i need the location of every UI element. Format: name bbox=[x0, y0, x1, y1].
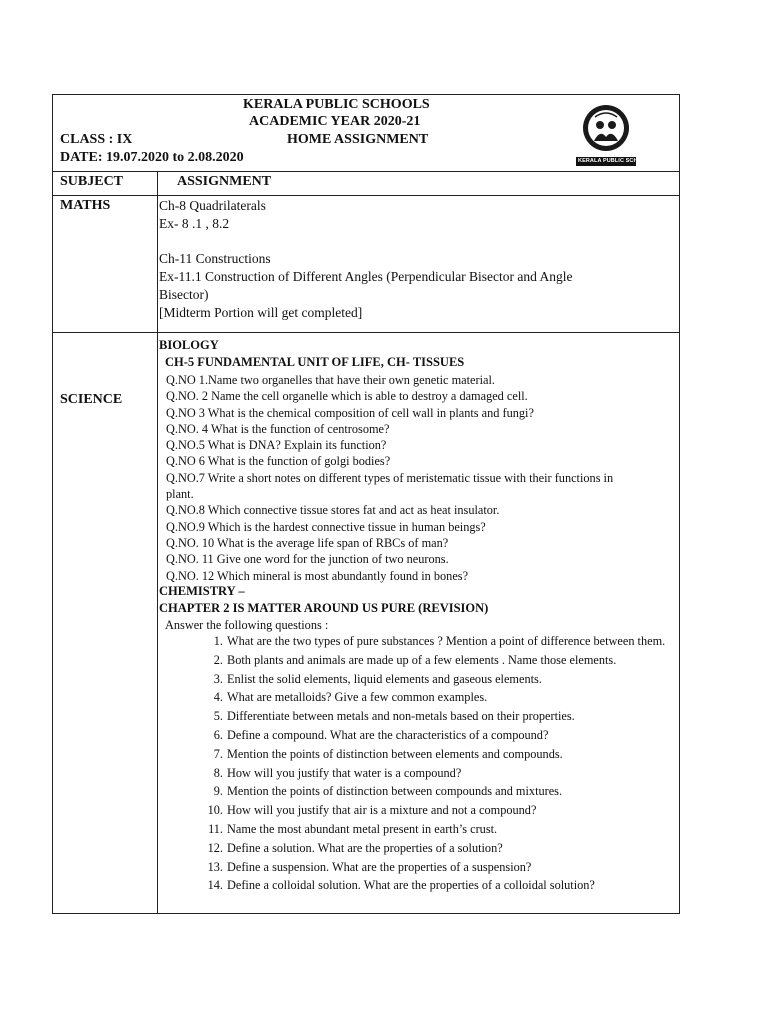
maths-line: [Midterm Portion will get completed] bbox=[159, 305, 363, 320]
maths-line: Ch-8 Quadrilaterals bbox=[159, 198, 266, 213]
chemistry-question bbox=[159, 632, 667, 651]
chemistry-question bbox=[159, 670, 667, 689]
assignment-column-header: ASSIGNMENT bbox=[177, 174, 272, 189]
science-subject: SCIENCE bbox=[60, 392, 123, 407]
biology-question: Q.NO.5 What is DNA? Explain its function? bbox=[166, 438, 387, 453]
question-text: Define a solution. What are the properties of a solution? bbox=[227, 840, 503, 855]
assignment-document bbox=[52, 94, 680, 914]
question-text: What are metalloids? Give a few common examples. bbox=[227, 690, 488, 705]
biology-question: Q.NO.8 Which connective tissue stores fat and act as heat insulator. bbox=[166, 503, 500, 518]
logo-text: KERALA PUBLIC SCHOOLS bbox=[578, 158, 654, 164]
biology-question: plant. bbox=[166, 487, 194, 502]
question-number: 6. bbox=[213, 727, 223, 742]
question-number: 1. bbox=[213, 634, 223, 648]
question-text: Mention the points of distinction between compounds and mixtures. bbox=[227, 784, 563, 799]
chemistry-question bbox=[159, 801, 667, 820]
question-text: Define a suspension. What are the properties of a suspension? bbox=[227, 859, 532, 874]
column-divider bbox=[157, 171, 158, 913]
chemistry-question bbox=[159, 707, 667, 726]
biology-heading: BIOLOGY bbox=[159, 338, 219, 352]
chemistry-question bbox=[159, 820, 667, 839]
chemistry-question-list bbox=[159, 632, 667, 895]
chemistry-instruction: Answer the following questions : bbox=[165, 618, 329, 632]
school-name: KERALA PUBLIC SCHOOLS bbox=[243, 97, 430, 112]
academic-year: ACADEMIC YEAR 2020-21 bbox=[249, 114, 421, 129]
maths-row-divider bbox=[53, 332, 679, 333]
school-logo bbox=[573, 103, 654, 169]
question-number: 13. bbox=[207, 859, 223, 874]
question-number: 9. bbox=[213, 784, 223, 799]
question-number: 11. bbox=[208, 821, 223, 836]
chemistry-question bbox=[159, 782, 667, 801]
date-range: DATE: 19.07.2020 to 2.08.2020 bbox=[60, 150, 244, 165]
biology-question: Q.NO. 11 Give one word for the junction of two neurons. bbox=[166, 552, 449, 567]
question-number: 8. bbox=[213, 765, 223, 780]
chemistry-question bbox=[159, 764, 667, 783]
biology-question-list bbox=[166, 372, 613, 584]
chemistry-question bbox=[159, 858, 667, 877]
biology-chapter: CH-5 FUNDAMENTAL UNIT OF LIFE, CH- TISSUES bbox=[165, 355, 465, 369]
question-text: Enlist the solid elements, liquid elements and gaseous elements. bbox=[227, 671, 542, 686]
biology-question: Q.NO 6 What is the function of golgi bodies? bbox=[166, 454, 391, 469]
biology-question: Q.NO 3 What is the chemical composition of cell wall in plants and fungi? bbox=[166, 405, 534, 420]
maths-line: Ch-11 Constructions bbox=[159, 251, 271, 266]
chemistry-question bbox=[159, 876, 667, 895]
chemistry-question bbox=[159, 688, 667, 707]
chemistry-question bbox=[159, 726, 667, 745]
question-number: 12. bbox=[207, 840, 223, 855]
question-text: Name the most abundant metal present in earth’s crust. bbox=[227, 821, 498, 836]
maths-line: Bisector) bbox=[159, 287, 209, 302]
biology-question: Q.NO 1.Name two organelles that have their own genetic material. bbox=[166, 373, 495, 387]
question-number: 5. bbox=[213, 709, 223, 724]
head-row-divider bbox=[53, 195, 679, 196]
chemistry-question bbox=[159, 839, 667, 858]
chemistry-question bbox=[159, 651, 667, 670]
question-number: 3. bbox=[213, 671, 223, 686]
question-text: What are the two types of pure substances ? Mention a point of difference between them. bbox=[227, 634, 666, 648]
class-label: CLASS : IX bbox=[60, 132, 133, 147]
chemistry-heading: CHEMISTRY – bbox=[159, 584, 245, 598]
maths-line: Ex- 8 .1 , 8.2 bbox=[159, 216, 230, 231]
chemistry-question bbox=[159, 745, 667, 764]
question-text: Mention the points of distinction between elements and compounds. bbox=[227, 746, 563, 761]
biology-question: Q.NO. 2 Name the cell organelle which is able to destroy a damaged cell. bbox=[166, 389, 528, 404]
biology-question: Q.NO. 10 What is the average life span of RBCs of man? bbox=[166, 535, 449, 550]
maths-line: Ex-11.1 Construction of Different Angles (Perpendicular Bisector and Angle bbox=[159, 269, 573, 284]
question-text: Define a colloidal solution. What are the properties of a colloidal solution? bbox=[227, 878, 595, 893]
question-text: Differentiate between metals and non-metals based on their properties. bbox=[227, 709, 575, 724]
question-number: 14. bbox=[207, 878, 223, 893]
question-text: Define a compound. What are the characteristics of a compound? bbox=[227, 727, 549, 742]
biology-question: Q.NO.9 Which is the hardest connective tissue in human beings? bbox=[166, 519, 486, 534]
subject-column-header: SUBJECT bbox=[60, 174, 124, 189]
maths-subject: MATHS bbox=[60, 198, 111, 213]
biology-question: Q.NO.7 Write a short notes on different types of meristematic tissue with their functions in bbox=[166, 470, 614, 485]
biology-question: Q.NO. 12 Which mineral is most abundantly found in bones? bbox=[166, 568, 469, 583]
question-number: 2. bbox=[213, 652, 223, 667]
question-number: 7. bbox=[213, 746, 223, 761]
question-text: How will you justify that air is a mixture and not a compound? bbox=[227, 803, 537, 818]
question-text: How will you justify that water is a compound? bbox=[227, 765, 462, 780]
question-number: 4. bbox=[213, 690, 223, 705]
header-divider bbox=[53, 171, 679, 172]
biology-question: Q.NO. 4 What is the function of centrosome? bbox=[166, 421, 390, 436]
assignment-title: HOME ASSIGNMENT bbox=[287, 132, 429, 147]
question-number: 10. bbox=[207, 803, 223, 818]
question-text: Both plants and animals are made up of a few elements . Name those elements. bbox=[227, 652, 617, 667]
chemistry-chapter: CHAPTER 2 IS MATTER AROUND US PURE (REVISION) bbox=[159, 601, 489, 615]
